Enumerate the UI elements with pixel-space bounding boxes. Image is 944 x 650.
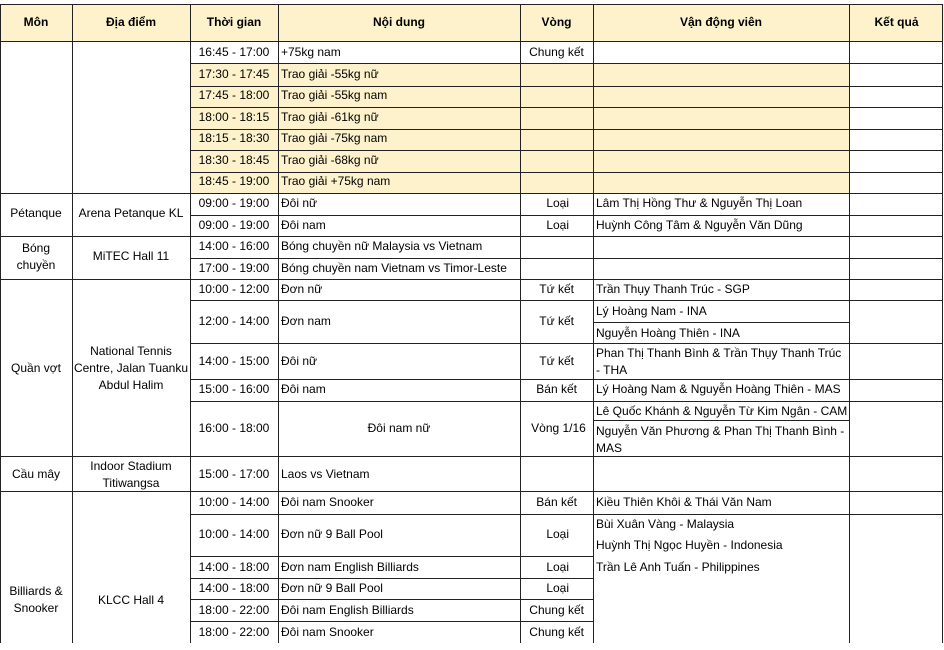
grid-line — [849, 4, 850, 643]
row-athletes: Trần Lê Anh Tuấn - Philippines — [596, 560, 760, 574]
grid-line — [520, 4, 521, 643]
row-content: Laos vs Vietnam — [281, 467, 370, 481]
row-time: 14:00 - 18:00 — [198, 581, 270, 595]
row-athletes: Kiều Thiên Khôi & Thái Văn Nam — [596, 495, 772, 509]
row-round: Tứ kết — [539, 282, 574, 296]
row-content: Đơn nữ 9 Ball Pool — [281, 581, 383, 595]
row-time: 18:00 - 18:15 — [198, 110, 270, 124]
row-athletes-second: Nguyễn Hoàng Thiên - INA — [596, 326, 740, 340]
row-time: 15:00 - 16:00 — [198, 382, 270, 396]
row-content: Đơn nữ 9 Ball Pool — [281, 527, 383, 541]
grid-line — [0, 4, 1, 643]
grid-line — [593, 322, 849, 323]
row-round: Vòng 1/16 — [531, 421, 586, 435]
row-content: Trao giải -68kg nữ — [281, 153, 379, 167]
row-time: 15:00 - 17:00 — [198, 467, 270, 481]
row-time: 09:00 - 19:00 — [198, 196, 270, 210]
row-athletes-second: Huỳnh Thị Ngọc Huyền - Indonesia — [596, 538, 783, 552]
grid-line — [190, 401, 943, 402]
row-round: Chung kết — [529, 45, 584, 59]
grid-line — [190, 514, 593, 515]
grid-line — [190, 578, 593, 579]
grid-line — [190, 300, 943, 301]
grid-line — [190, 129, 943, 130]
header-vong: Vòng — [541, 15, 572, 29]
row-time: 16:00 - 18:00 — [198, 421, 270, 435]
row-time: 17:00 - 19:00 — [198, 261, 270, 275]
row-athletes: Trần Thụy Thanh Trúc - SGP — [596, 282, 750, 296]
group-dia-diem: MiTEC Hall 11 — [92, 249, 170, 263]
grid-line — [593, 4, 594, 643]
grid-line — [190, 63, 943, 64]
row-time: 10:00 - 12:00 — [198, 282, 270, 296]
group-dia-diem: National Tennis Centre, Jalan Tuanku Abdul Halim — [73, 344, 189, 392]
grid-line — [190, 107, 943, 108]
row-time: 18:45 - 19:00 — [198, 174, 270, 188]
group-dia-diem: Arena Petanque KL — [78, 206, 184, 220]
row-time: 14:00 - 15:00 — [198, 354, 270, 368]
row-content: Đôi nữ — [281, 196, 318, 210]
row-content: Bóng chuyền nữ Malaysia vs Vietnam — [281, 239, 483, 253]
row-content: Trao giải -55kg nữ — [281, 67, 379, 81]
grid-line — [278, 4, 279, 643]
row-athletes: Lâm Thị Hồng Thư & Nguyễn Thị Loan — [596, 196, 803, 210]
grid-line — [0, 491, 943, 492]
header-dia-diem: Địa điểm — [105, 15, 156, 29]
group-dia-diem: Indoor Stadium Titiwangsa — [90, 459, 172, 490]
row-content: +75kg nam — [281, 45, 341, 59]
row-round: Bán kết — [536, 495, 577, 509]
row-round: Chung kết — [529, 603, 584, 617]
grid-line — [190, 4, 191, 643]
row-content: Trao giải -55kg nam — [281, 88, 388, 102]
row-time: 14:00 - 16:00 — [198, 239, 270, 253]
row-time: 14:00 - 18:00 — [198, 560, 270, 574]
row-content: Đơn nữ — [281, 282, 323, 296]
header-noi-dung: Nội dung — [373, 15, 425, 29]
row-round: Bán kết — [536, 382, 577, 396]
grid-line — [190, 215, 943, 216]
row-content: Trao giải -75kg nam — [281, 131, 388, 145]
grid-line — [593, 514, 943, 515]
grid-line — [190, 599, 593, 600]
row-content: Trao giải +75kg nam — [281, 174, 391, 188]
row-round: Tứ kết — [539, 354, 574, 368]
row-athletes: Bùi Xuân Vàng - Malaysia — [596, 517, 735, 531]
grid-line — [190, 258, 943, 259]
row-time: 10:00 - 14:00 — [198, 527, 270, 541]
row-time: 18:00 - 22:00 — [198, 625, 270, 639]
row-athletes: Lê Quốc Khánh & Nguyễn Từ Kim Ngân - CAM — [596, 404, 848, 418]
row-time: 16:45 - 17:00 — [198, 45, 270, 59]
grid-line — [0, 279, 943, 280]
grid-line — [942, 4, 943, 643]
row-round: Tứ kết — [539, 314, 574, 328]
row-content: Bóng chuyền nam Vietnam vs Timor-Leste — [281, 261, 507, 275]
group-dia-diem: KLCC Hall 4 — [97, 593, 165, 607]
row-time: 09:00 - 19:00 — [198, 218, 270, 232]
row-content: Đôi nam English Billiards — [281, 603, 414, 617]
row-round: Loại — [546, 218, 569, 232]
group-mon: Cầu mây — [11, 467, 61, 481]
row-content: Đôi nữ — [281, 354, 318, 368]
group-mon: Billiards & Snooker — [9, 584, 63, 615]
group-mon: Quần vợt — [11, 361, 61, 375]
header-van-dong-vien: Vận động viên — [679, 15, 762, 29]
row-round: Loại — [546, 581, 569, 595]
row-content: Đôi nam Snooker — [281, 495, 374, 509]
row-round: Loại — [546, 196, 569, 210]
grid-line — [0, 4, 943, 5]
header-ket-qua: Kết quả — [874, 15, 919, 29]
grid-line — [0, 41, 943, 42]
row-time: 18:30 - 18:45 — [198, 153, 270, 167]
grid-line — [0, 456, 943, 457]
row-content: Đơn nam — [281, 314, 331, 328]
row-time: 10:00 - 14:00 — [198, 495, 270, 509]
grid-line — [593, 420, 849, 421]
row-time: 18:15 - 18:30 — [198, 131, 270, 145]
group-mon: Bóng chuyền — [16, 241, 56, 272]
grid-line — [190, 379, 943, 380]
grid-line — [0, 193, 943, 194]
row-time: 17:30 - 17:45 — [198, 67, 270, 81]
row-time: 17:45 - 18:00 — [198, 88, 270, 102]
row-content: Trao giải -61kg nữ — [281, 110, 379, 124]
grid-line — [190, 150, 943, 151]
row-athletes: Lý Hoàng Nam - INA — [596, 304, 707, 318]
row-content: Đôi nam — [281, 382, 326, 396]
grid-line — [190, 172, 943, 173]
row-round: Loại — [546, 527, 569, 541]
row-athletes: Phan Thị Thanh Bình & Trần Thụy Thanh Trúc - THA — [596, 346, 842, 377]
group-mon: Pétanque — [10, 206, 62, 220]
row-time: 12:00 - 14:00 — [198, 314, 270, 328]
grid-line — [72, 4, 73, 643]
header-thoi-gian: Thời gian — [206, 15, 262, 29]
row-content: Đôi nam nữ — [367, 421, 431, 435]
row-athletes: Huỳnh Công Tâm & Nguyễn Văn Dũng — [596, 218, 803, 232]
row-round: Chung kết — [529, 625, 584, 639]
row-round: Loại — [546, 560, 569, 574]
row-content: Đơn nam English Billiards — [281, 560, 419, 574]
row-time: 18:00 - 22:00 — [198, 603, 270, 617]
grid-line — [190, 621, 593, 622]
grid-line — [190, 556, 593, 557]
grid-line — [190, 343, 943, 344]
row-content: Đôi nam Snooker — [281, 625, 374, 639]
grid-line — [190, 86, 943, 87]
row-content: Đôi nam — [281, 218, 326, 232]
header-mon: Môn — [23, 15, 49, 29]
grid-line — [0, 236, 943, 237]
row-athletes-second: Nguyễn Văn Phương & Phan Thị Thanh Bình - MAS — [596, 424, 845, 455]
row-athletes: Lý Hoàng Nam & Nguyễn Hoàng Thiên - MAS — [596, 382, 841, 396]
